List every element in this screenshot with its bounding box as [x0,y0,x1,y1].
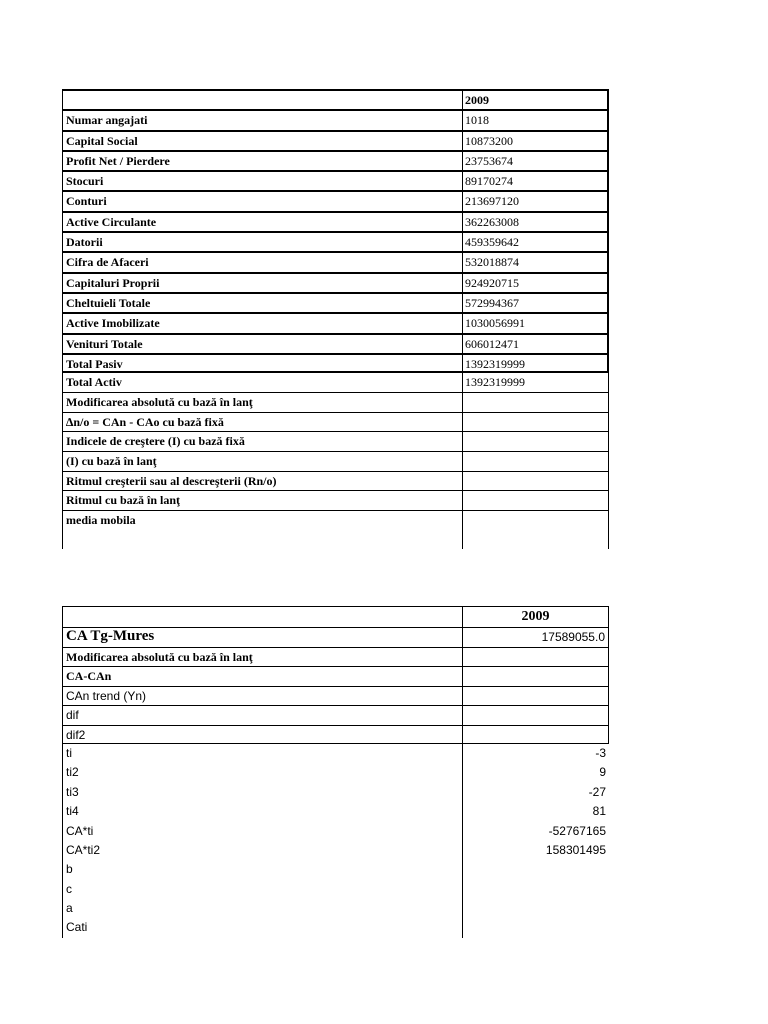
row-label[interactable]: Profit Net / Pierdere [62,150,462,170]
row-value[interactable] [462,452,609,472]
row-label[interactable]: Ritmul creşterii sau al descreşterii (Rn/o) [62,472,462,492]
table-row [62,231,609,251]
row-value[interactable]: 213697120 [462,190,609,210]
row-value[interactable]: 89170274 [462,170,609,190]
table-row [62,899,609,918]
row-value[interactable]: 606012471 [462,333,609,353]
row-value[interactable]: -3 [462,744,609,763]
row-label[interactable]: ti2 [62,763,462,782]
table-row [62,413,609,433]
table-row [62,822,609,841]
table-header-row [62,89,609,109]
row-value[interactable]: 1018 [462,109,609,129]
row-label[interactable]: ∆n/o = CAn - CAo cu bază fixă [62,413,462,433]
ca-row [62,627,609,647]
table-row [62,272,609,292]
row-label[interactable]: Total Activ [62,373,462,393]
row-value[interactable] [462,472,609,492]
row-label[interactable]: Datorii [62,231,462,251]
row-value[interactable]: 1030056991 [462,312,609,332]
row-value[interactable] [462,705,609,724]
table-row [62,744,609,763]
table-row [62,918,609,937]
row-value[interactable] [462,899,609,918]
table-row [62,491,609,511]
table-row [62,190,609,210]
table-row [62,472,609,492]
row-label[interactable]: Indicele de creştere (I) cu bază fixă [62,432,462,452]
row-value[interactable]: -27 [462,783,609,802]
row-value[interactable]: 924920715 [462,272,609,292]
row-value[interactable]: 362263008 [462,211,609,231]
row-value[interactable] [462,432,609,452]
row-value[interactable]: 81 [462,802,609,821]
table-row [62,150,609,170]
row-value[interactable] [462,413,609,433]
table-row [62,783,609,802]
table-row [62,251,609,271]
row-label[interactable]: CAn trend (Yn) [62,686,462,705]
row-value[interactable]: 572994367 [462,292,609,312]
table-row [62,647,609,666]
row-value[interactable]: 9 [462,763,609,782]
row-label[interactable]: dif2 [62,725,462,744]
row-value[interactable]: 10873200 [462,130,609,150]
row-label[interactable]: Active Imobilizate [62,312,462,332]
row-label[interactable]: Capitaluri Proprii [62,272,462,292]
ca-label[interactable]: CA Tg-Mures [62,627,462,647]
table-row [62,211,609,231]
row-value[interactable]: 532018874 [462,251,609,271]
table-row [62,880,609,899]
table-row [62,686,609,705]
table-row [62,511,609,549]
table-row [62,393,609,413]
table-row [62,333,609,353]
row-label[interactable]: Cheltuieli Totale [62,292,462,312]
header-year-cell[interactable]: 2009 [462,89,609,109]
header-empty-cell[interactable] [62,89,462,109]
row-value[interactable] [462,686,609,705]
row-value[interactable]: 23753674 [462,150,609,170]
row-value[interactable] [462,666,609,685]
row-value[interactable] [462,860,609,879]
table-row [62,452,609,472]
row-label[interactable]: b [62,860,462,879]
row-value[interactable]: -52767165 [462,822,609,841]
row-value[interactable] [462,491,609,511]
table-header-row [62,606,609,627]
row-value[interactable] [462,511,609,549]
header-empty-cell[interactable] [62,606,462,627]
table-row [62,860,609,879]
table-row [62,292,609,312]
row-label[interactable]: Modificarea absolută cu bază în lanţ [62,393,462,413]
header-year-cell[interactable]: 2009 [462,606,609,627]
row-value[interactable]: 1392319999 [462,353,609,373]
row-label[interactable]: Capital Social [62,130,462,150]
row-label[interactable]: CA*ti [62,822,462,841]
row-label[interactable]: CA-CAn [62,666,462,685]
row-label[interactable]: Ritmul cu bază în lanţ [62,491,462,511]
row-label[interactable]: ti [62,744,462,763]
row-label[interactable]: Total Pasiv [62,353,462,373]
row-value[interactable] [462,647,609,666]
table-row [62,763,609,782]
table-row [62,705,609,724]
table-row [62,130,609,150]
table-row [62,802,609,821]
row-label[interactable]: Conturi [62,190,462,210]
table-row [62,725,609,744]
row-label[interactable]: Active Circulante [62,211,462,231]
row-value[interactable]: 1392319999 [462,373,609,393]
row-label[interactable]: CA*ti2 [62,841,462,860]
row-value[interactable] [462,918,609,937]
row-label[interactable]: Cifra de Afaceri [62,251,462,271]
row-value[interactable]: 158301495 [462,841,609,860]
table-row [62,170,609,190]
row-label[interactable]: dif [62,705,462,724]
table-row [62,353,609,373]
table-row [62,666,609,685]
row-value[interactable] [462,880,609,899]
trend-table [62,606,609,938]
table-row [62,432,609,452]
table-row [62,109,609,129]
row-label[interactable]: (I) cu bază în lanţ [62,452,462,472]
table-row [62,373,609,393]
indicators-table [62,89,609,549]
row-value[interactable] [462,393,609,413]
row-label[interactable]: Cati [62,918,462,937]
row-label[interactable]: Stocuri [62,170,462,190]
row-label[interactable]: a [62,899,462,918]
row-label[interactable]: c [62,880,462,899]
row-label[interactable]: ti4 [62,802,462,821]
row-label[interactable]: ti3 [62,783,462,802]
row-label[interactable]: Modificarea absolută cu bază în lanţ [62,647,462,666]
ca-value[interactable]: 17589055.0 [462,627,609,647]
row-label[interactable]: media mobila [62,511,462,549]
row-label[interactable]: Venituri Totale [62,333,462,353]
row-label[interactable]: Numar angajati [62,109,462,129]
table-row [62,841,609,860]
row-value[interactable] [462,725,609,744]
row-value[interactable]: 459359642 [462,231,609,251]
table-row [62,312,609,332]
